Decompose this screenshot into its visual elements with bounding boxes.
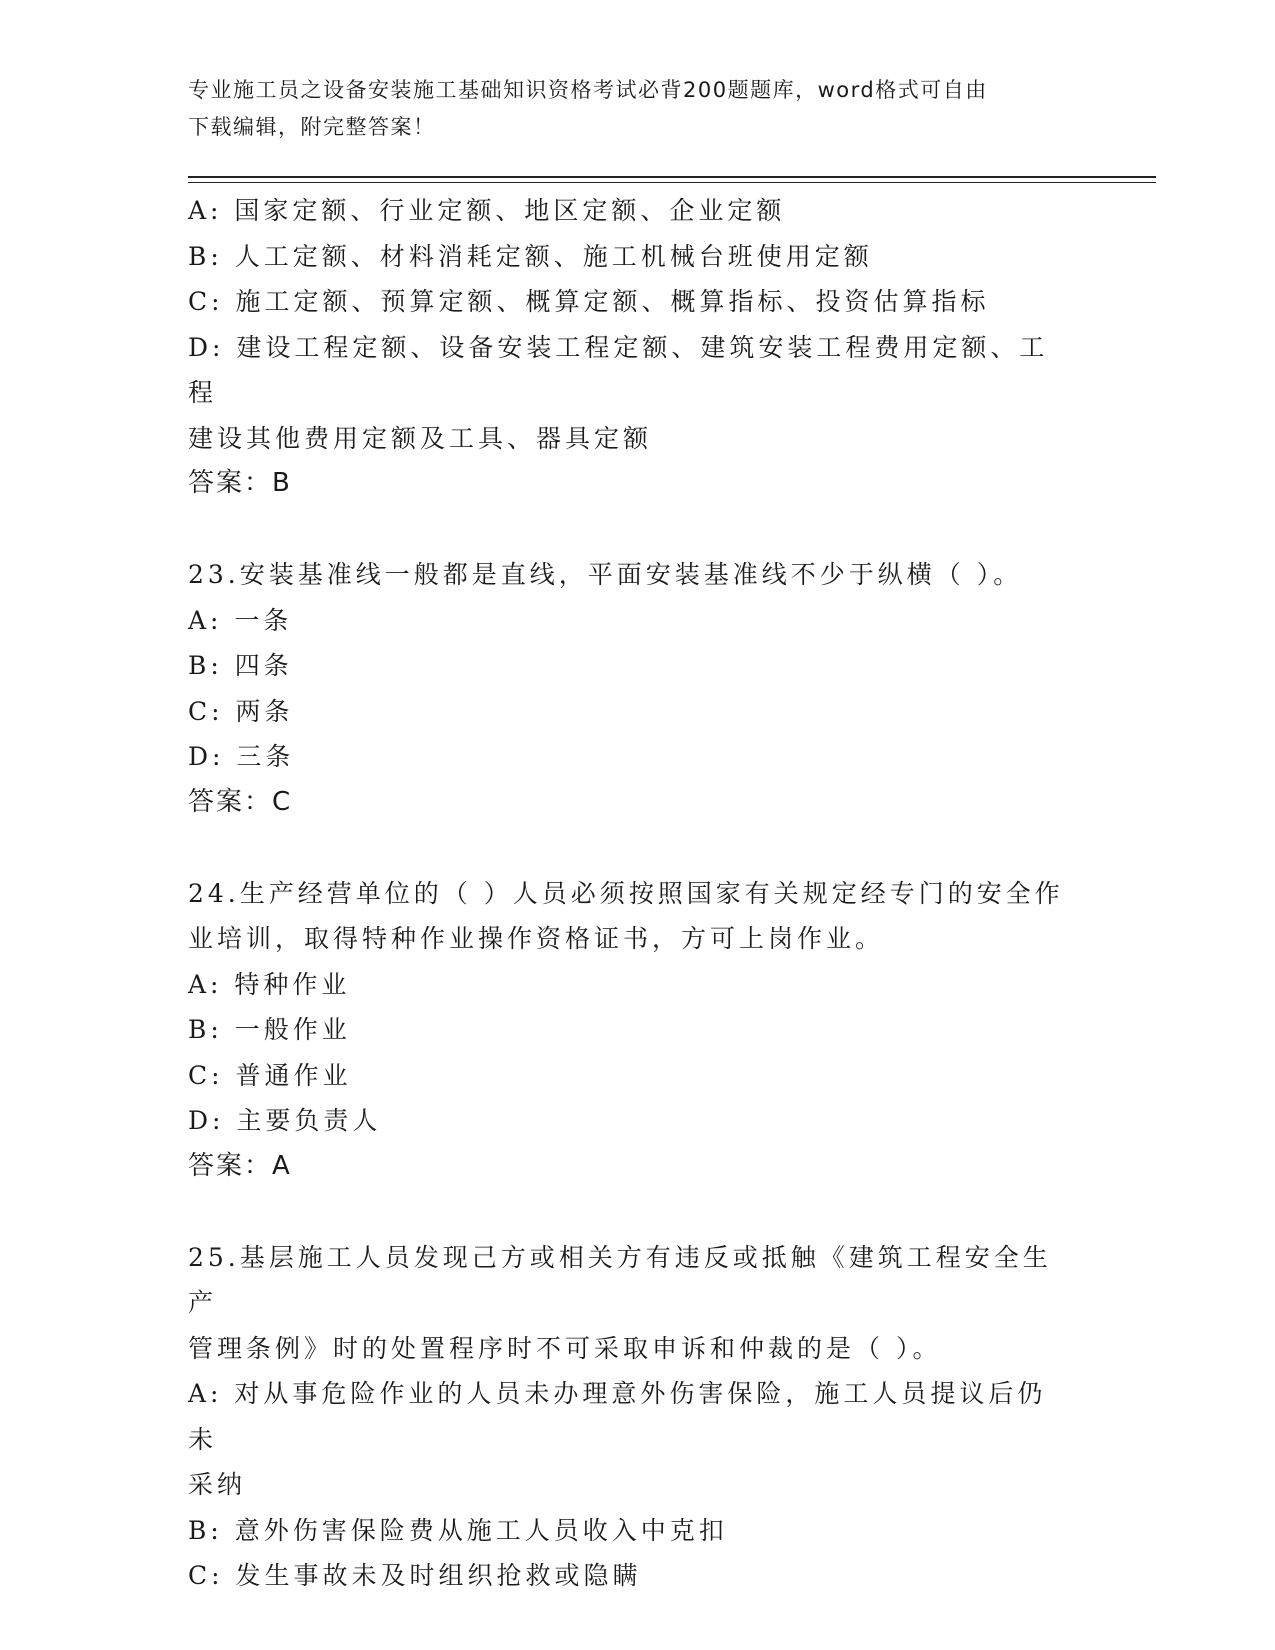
option-c: C: 普通作业 <box>188 1060 352 1090</box>
option-c: C: 两条 <box>188 696 294 726</box>
header-rule-thin <box>188 182 1156 183</box>
option-a: A: 对从事危险作业的人员未办理意外伤害保险，施工人员提议后仍未 <box>188 1379 1047 1454</box>
answer-label: 答案：C <box>188 786 293 817</box>
question-text-line-2: 业培训，取得特种作业操作资格证书，方可上岗作业。 <box>188 924 885 953</box>
option-b: B: 四条 <box>188 651 293 680</box>
question-22 <box>188 188 1068 507</box>
question-text-line-2: 管理条例》时的处置程序时不可采取申诉和仲裁的是（ ）。 <box>188 1333 942 1363</box>
spacer <box>188 507 1068 553</box>
option-a: A: 特种作业 <box>188 969 351 999</box>
option-b: B: 一般作业 <box>188 1015 351 1044</box>
option-d-continued: 建设其他费用定额及工具、器具定额 <box>188 423 653 453</box>
option-a-continued: 采纳 <box>188 1470 247 1499</box>
question-text: 23.安装基准线一般都是直线，平面安装基准线不少于纵横（ ）。 <box>188 560 1023 589</box>
option-b: B: 意外伤害保险费从施工人员收入中克扣 <box>188 1515 728 1545</box>
option-d: D: 建设工程定额、设备安装工程定额、建筑安装工程费用定额、工程 <box>188 332 1049 407</box>
option-b: B: 人工定额、材料消耗定额、施工机械台班使用定额 <box>188 241 873 271</box>
option-c: C: 施工定额、预算定额、概算定额、概算指标、投资估算指标 <box>188 287 990 316</box>
question-23 <box>188 552 1068 825</box>
option-d: D: 主要负责人 <box>188 1106 382 1135</box>
option-c: C: 发生事故未及时组织抢救或隐瞒 <box>188 1561 642 1590</box>
header-line-1: 专业施工员之设备安装施工基础知识资格考试必背200题题库，word格式可自由 <box>188 78 988 102</box>
header-line-2: 下载编辑，附完整答案！ <box>188 115 436 139</box>
answer-label: 答案：A <box>188 1150 292 1181</box>
answer-label: 答案：B <box>188 468 292 498</box>
question-text-line-1: 25.基层施工人员发现己方或相关方有违反或抵触《建筑工程安全生产 <box>188 1242 1052 1317</box>
document-body <box>188 188 1068 1599</box>
option-a: A: 国家定额、行业定额、地区定额、企业定额 <box>188 196 786 225</box>
option-d: D: 三条 <box>188 742 295 771</box>
spacer <box>188 1189 1068 1235</box>
question-24 <box>188 871 1068 1190</box>
header-rule-thick <box>188 176 1156 178</box>
spacer <box>188 825 1068 871</box>
option-a: A: 一条 <box>188 605 293 635</box>
question-25 <box>188 1235 1068 1599</box>
document-header <box>188 72 1068 146</box>
question-text-line-1: 24.生产经营单位的（ ）人员必须按照国家有关规定经专门的安全作 <box>188 878 1064 908</box>
